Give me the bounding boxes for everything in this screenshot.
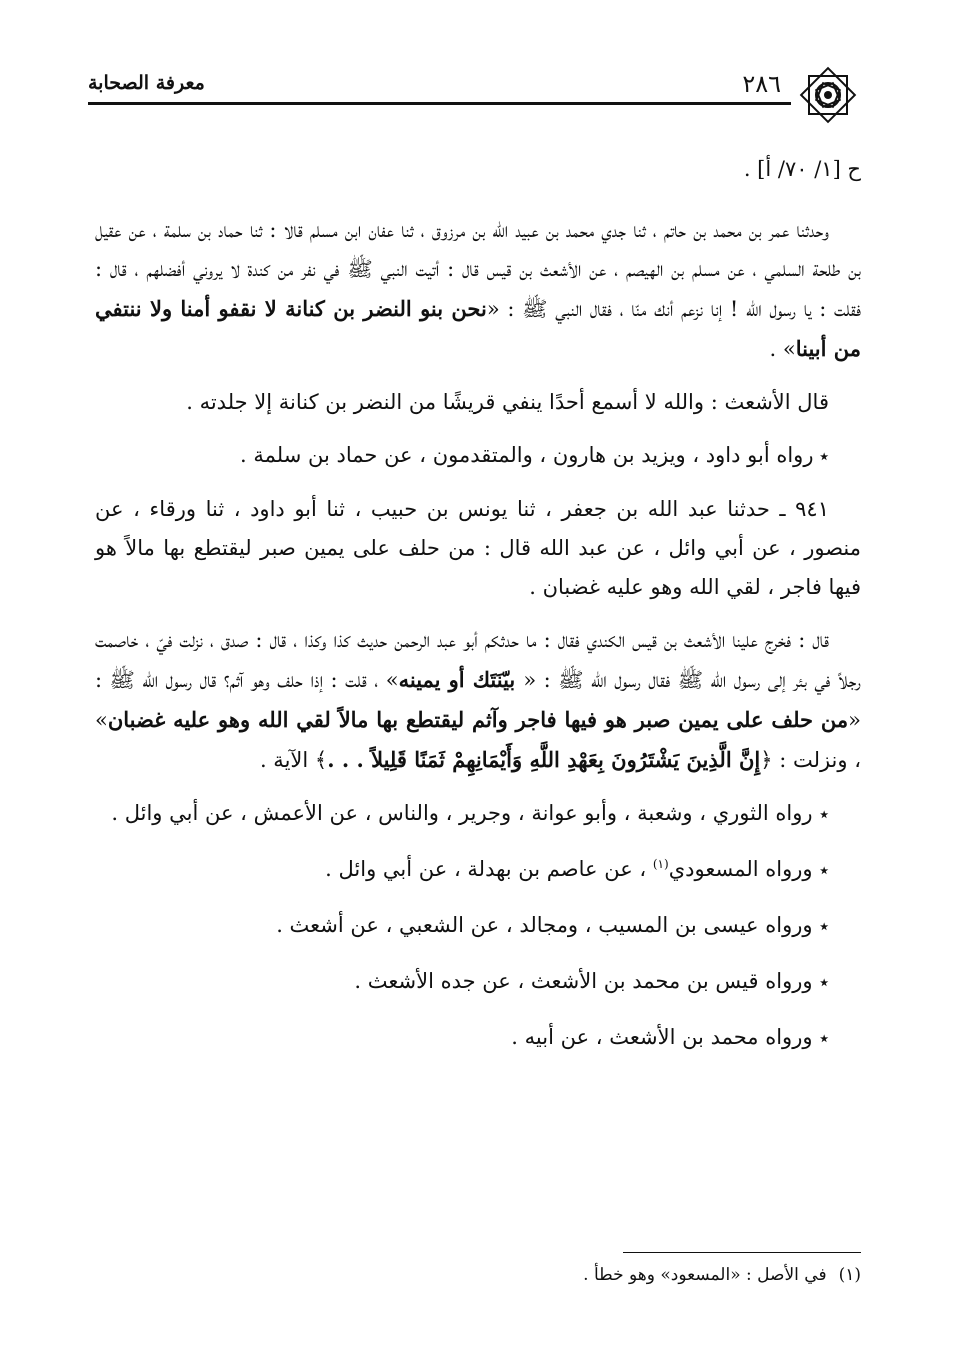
footnote-text: في الأصل : «المسعود» وهو خطأ . bbox=[583, 1265, 827, 1285]
narration-chain-text: ورواه قيس بن محمد بن الأشعث ، عن جده الأشعث . bbox=[354, 969, 813, 993]
asterisk-mark-icon: ٭ bbox=[819, 972, 829, 993]
narration-chain-note bbox=[95, 906, 861, 946]
transmission-note-text: رواه أبو داود ، ويزيد بن هارون ، والمتقدمون ، عن حماد بن سلمة . bbox=[240, 443, 814, 467]
story-quote-1: بيّنَتَك أو يمينه bbox=[398, 667, 524, 692]
footnote bbox=[95, 1262, 861, 1288]
story-paragraph bbox=[95, 621, 861, 780]
narration-chain-text: رواه الثوري ، وشعبة ، وأبو عوانة ، وجرير ، والناس ، عن الأعمش ، عن أبي وائل . bbox=[111, 801, 813, 825]
asterisk-mark-icon: ٭ bbox=[819, 860, 829, 881]
hadith-quote: نحن بنو النضر بن كنانة لا نقفو أمنا ولا ننتفي من أبينا bbox=[95, 296, 861, 361]
asterisk-mark-icon: ٭ bbox=[819, 916, 829, 937]
octagonal-star-ornament-icon bbox=[795, 62, 861, 128]
asterisk-mark-icon: ٭ bbox=[813, 446, 829, 467]
story-tail: ﴾ الآية . bbox=[259, 748, 328, 772]
footnote-reference[interactable]: (١) bbox=[652, 857, 669, 871]
story-mid: » ، قلت : إذا حلف وهو آثم؟ قال رسول الله ﷺ : « bbox=[95, 668, 861, 732]
story-quote-2: من حلف على يمين صبر هو فيها فاجر وآثم ليقتطع بها مالاً لقي الله وهو عليه غضبان bbox=[107, 707, 849, 732]
main-text bbox=[95, 150, 861, 1074]
narration-chain-text: ، عن عاصم بن بهدلة ، عن أبي وائل . bbox=[325, 857, 653, 881]
hadith-tail: » . bbox=[769, 337, 796, 361]
header-rule bbox=[88, 102, 791, 105]
narration-chain-note bbox=[95, 962, 861, 1002]
asterisk-mark-icon: ٭ bbox=[819, 1028, 829, 1049]
hadith-text: وحدثنا عمر بن محمد بن حاتم ، ثنا جدي محمد بن عبيد الله بن مرزوق ، ثنا عفان ابن مسلم قالا : ثنا حماد بن سلمة ، عن عقيل بن طلحة السلمي ، عن مسلم بن الهيصم ، عن الأشعث بن قيس قال : أتيت النبي ﷺ في نفر من كندة لا يروني أفضلهم ، قال : فقلت : يا رسول الله ! إنا نزعم أنك منّا ، فقال النبي ﷺ : « bbox=[95, 218, 861, 321]
narration-chain-text: ورواه عيسى بن المسيب ، ومجالد ، عن الشعبي ، عن أشعث . bbox=[276, 913, 813, 937]
story-text: قال : فخرج علينا الأشعث بن قيس الكندي فقال : ما حدثكم أبو عبد الرحمن حديث كذا وكذا ، قال : صدق ، نزلت فيّ ، خاصمت رجلاً في بئر إلى رسول الله ﷺ فقال رسول الله ﷺ : « bbox=[95, 628, 861, 692]
hadith-paragraph bbox=[95, 211, 861, 369]
transmission-note bbox=[95, 436, 861, 476]
narration-chain-text: ورواه محمد بن الأشعث ، عن أبيه . bbox=[511, 1025, 813, 1049]
asterisk-mark-icon: ٭ bbox=[819, 804, 829, 825]
narration-chain-text: ورواه المسعودي bbox=[668, 857, 813, 881]
page-number: ٢٨٦ bbox=[742, 70, 781, 98]
quran-verse: إِنَّ الَّذِينَ يَشْتَرُونَ بِعَهْدِ اللَّهِ وَأَيْمَانِهِمْ ثَمَنًا قَلِيلاً . . . bbox=[327, 747, 761, 772]
narration-chain-note bbox=[95, 1018, 861, 1058]
narration-paragraph: قال الأشعث : والله لا أسمع أحدًا ينفي قريشًا من النضر بن كنانة إلا جلدته . bbox=[186, 390, 829, 414]
page-header bbox=[88, 62, 861, 122]
footnote-number: (١) bbox=[838, 1265, 861, 1285]
story-mid-2: » ، ونزلت : ﴿ bbox=[95, 708, 861, 772]
manuscript-reference: ح [١/ ٧٠/ أ] . bbox=[743, 157, 861, 181]
narration-chain-note bbox=[95, 794, 861, 834]
footnote-divider bbox=[623, 1252, 861, 1253]
hadith-941-paragraph: ٩٤١ ـ حدثنا عبد الله بن جعفر ، ثنا يونس بن حبيب ، ثنا أبو داود ، ثنا ورقاء ، عن منصور ، عن أبي وائل ، عن عبد الله قال : من حلف على يمين صبر ليقتطع بها مالاً هو فيها فاجر ، لقي الله وهو عليه غضبان . bbox=[95, 497, 861, 599]
running-title: معرفة الصحابة bbox=[88, 72, 205, 94]
narration-chain-note bbox=[95, 850, 861, 890]
